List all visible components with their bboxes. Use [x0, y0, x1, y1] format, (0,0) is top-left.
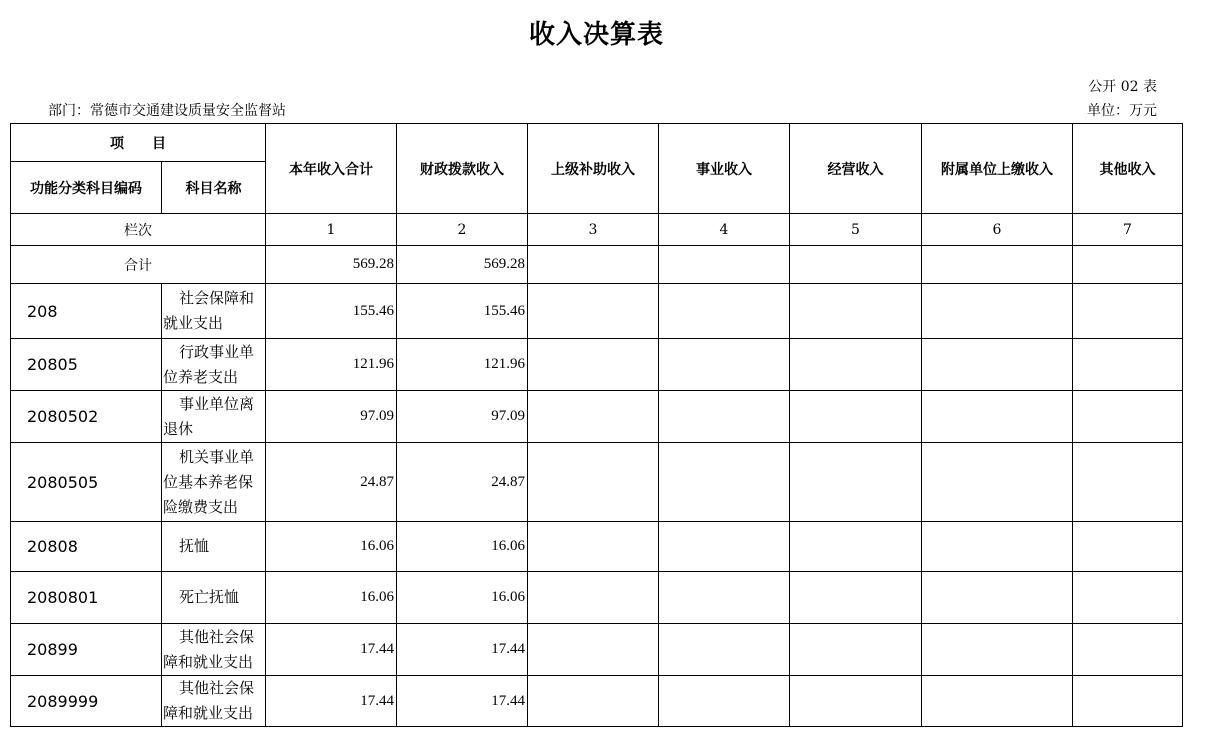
- column-index-7: 7: [1073, 214, 1183, 246]
- column-index-label: 栏次: [11, 214, 266, 246]
- row-total: 97.09: [266, 391, 397, 443]
- column-index-3: 3: [528, 214, 659, 246]
- page-title: 收入决算表: [528, 20, 664, 50]
- total-row: [11, 246, 1183, 284]
- row-fiscal: 17.44: [397, 676, 528, 727]
- table-row: [11, 284, 1183, 339]
- row-total: 24.87: [266, 443, 397, 522]
- form-number: 公开 02 表: [1088, 79, 1157, 95]
- table-row: [11, 676, 1183, 727]
- row-code: 20808: [11, 522, 162, 572]
- row-code: 2080505: [11, 443, 162, 522]
- row-name: 行政事业单位养老支出: [162, 339, 266, 391]
- col-superior-header: 上级补助收入: [528, 124, 659, 214]
- row-code: 2089999: [11, 676, 162, 727]
- row-name: 社会保障和就业支出: [162, 284, 266, 339]
- table-row: [11, 339, 1183, 391]
- row-fiscal: 121.96: [397, 339, 528, 391]
- name-header: 科目名称: [162, 162, 266, 214]
- row-name: 机关事业单位基本养老保险缴费支出: [162, 443, 266, 522]
- code-header: 功能分类科目编码: [11, 162, 162, 214]
- column-index-4: 4: [659, 214, 790, 246]
- col-other-header: 其他收入: [1073, 124, 1183, 214]
- column-index-6: 6: [922, 214, 1073, 246]
- table-row: [11, 624, 1183, 676]
- row-fiscal: 16.06: [397, 522, 528, 572]
- row-name: 事业单位离退休: [162, 391, 266, 443]
- row-fiscal: 24.87: [397, 443, 528, 522]
- row-total: 16.06: [266, 522, 397, 572]
- row-total: 17.44: [266, 676, 397, 727]
- row-total: 155.46: [266, 284, 397, 339]
- unit-label: 单位：万元: [1087, 103, 1157, 119]
- department-label: 部门：常德市交通建设质量安全监督站: [48, 103, 286, 119]
- column-index-1: 1: [266, 214, 397, 246]
- row-name: 其他社会保障和就业支出: [162, 676, 266, 727]
- table-row: [11, 391, 1183, 443]
- total-amount: 569.28: [266, 246, 397, 284]
- row-code: 20899: [11, 624, 162, 676]
- row-name: 抚恤: [162, 522, 266, 572]
- total-fiscal: 569.28: [397, 246, 528, 284]
- column-index-2: 2: [397, 214, 528, 246]
- col-total-header: 本年收入合计: [266, 124, 397, 214]
- col-operating-header: 经营收入: [790, 124, 922, 214]
- row-name: 死亡抚恤: [162, 572, 266, 624]
- row-total: 16.06: [266, 572, 397, 624]
- row-fiscal: 17.44: [397, 624, 528, 676]
- item-header: 项 目: [11, 124, 266, 162]
- row-code: 20805: [11, 339, 162, 391]
- total-label: 合计: [11, 246, 266, 284]
- row-code: 208: [11, 284, 162, 339]
- row-fiscal: 97.09: [397, 391, 528, 443]
- column-index-5: 5: [790, 214, 922, 246]
- row-total: 121.96: [266, 339, 397, 391]
- table-row: [11, 522, 1183, 572]
- table-row: [11, 443, 1183, 522]
- column-index-row: [11, 214, 1183, 246]
- col-affiliate-header: 附属单位上缴收入: [922, 124, 1073, 214]
- row-fiscal: 16.06: [397, 572, 528, 624]
- row-code: 2080502: [11, 391, 162, 443]
- income-table: [10, 123, 1183, 727]
- col-fiscal-header: 财政拨款收入: [397, 124, 528, 214]
- row-total: 17.44: [266, 624, 397, 676]
- row-fiscal: 155.46: [397, 284, 528, 339]
- row-code: 2080801: [11, 572, 162, 624]
- col-business-header: 事业收入: [659, 124, 790, 214]
- table-row: [11, 572, 1183, 624]
- row-name: 其他社会保障和就业支出: [162, 624, 266, 676]
- header-row-1: [11, 124, 1183, 162]
